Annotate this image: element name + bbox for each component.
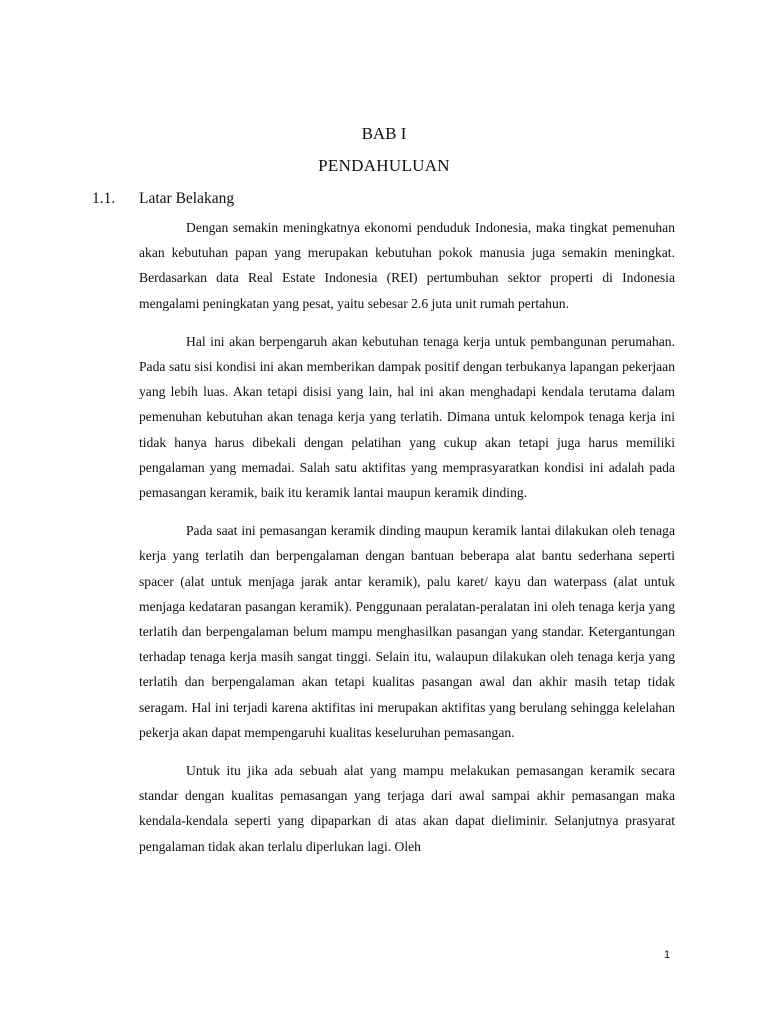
paragraph-2: Hal ini akan berpengaruh akan kebutuhan tenaga kerja untuk pembangunan perumahan. Pada satu sisi kondisi ini akan memberikan dampak positif dengan terbukanya lapangan pekerjaan yang lebih luas. Akan tetapi disisi yang lain, hal ini akan menghadapi kendala terutama dalam pemenuhan kebutuhan akan tenaga kerja yang terlatih. Dimana untuk kelompok tenaga kerja ini tidak hanya harus dibekali dengan pelatihan yang cukup akan tetapi juga harus memiliki pengalaman yang memadai. Salah satu aktifitas yang memprasyaratkan kondisi ini adalah pada pemasangan keramik, baik itu keramik lantai maupun keramik dinding. — [139, 333, 675, 501]
section-number: 1.1. — [92, 190, 116, 207]
chapter-title: PENDAHULUAN — [318, 156, 450, 175]
paragraph-1: Dengan semakin meningkatnya ekonomi penduduk Indonesia, maka tingkat pemenuhan akan kebutuhan papan yang merupakan kebutuhan pokok manusia juga semakin meningkat. Berdasarkan data Real Estate Indonesia (REI) pertumbuhan sektor properti di Indonesia mengalami peningkatan yang pesat, yaitu sebesar 2.6 juta unit rumah pertahun. — [139, 220, 675, 311]
section-title: Latar Belakang — [139, 190, 235, 207]
page-number: 1 — [664, 949, 671, 961]
section-heading — [92, 189, 234, 209]
chapter-label: BAB I — [361, 124, 407, 143]
body-text — [139, 215, 675, 872]
paragraph-4: Untuk itu jika ada sebuah alat yang mampu melakukan pemasangan keramik secara standar dengan kualitas pemasangan yang terjaga dari awal sampai akhir pemasangan maka kendala-kendala seperti yang dipaparkan di atas akan dapat dieliminir. Selanjutnya prasyarat pengalaman tidak akan terlalu diperlukan lagi. Oleh — [139, 763, 675, 854]
paragraph-3: Pada saat ini pemasangan keramik dinding maupun keramik lantai dilakukan oleh tenaga kerja yang terlatih dan berpengalaman dengan bantuan beberapa alat bantu sederhana seperti spacer (alat untuk menjaga jarak antar keramik), palu karet/ kayu dan waterpass (alat untuk menjaga kedataran pasangan keramik). Penggunaan peralatan-peralatan ini oleh tenaga kerja yang terlatih dan berpengalaman belum mampu menghasilkan pasangan yang standar. Ketergantungan terhadap tenaga kerja masih sangat tinggi. Selain itu, walaupun dilakukan oleh tenaga kerja yang terlatih dan berpengalaman akan tetapi kualitas pasangan awal dan akhir masih tetap tidak seragam. Hal ini terjadi karena aktifitas ini merupakan aktifitas yang berulang sehingga kelelahan pekerja akan dapat mempengaruhi kualitas keseluruhan pemasangan. — [139, 523, 675, 740]
